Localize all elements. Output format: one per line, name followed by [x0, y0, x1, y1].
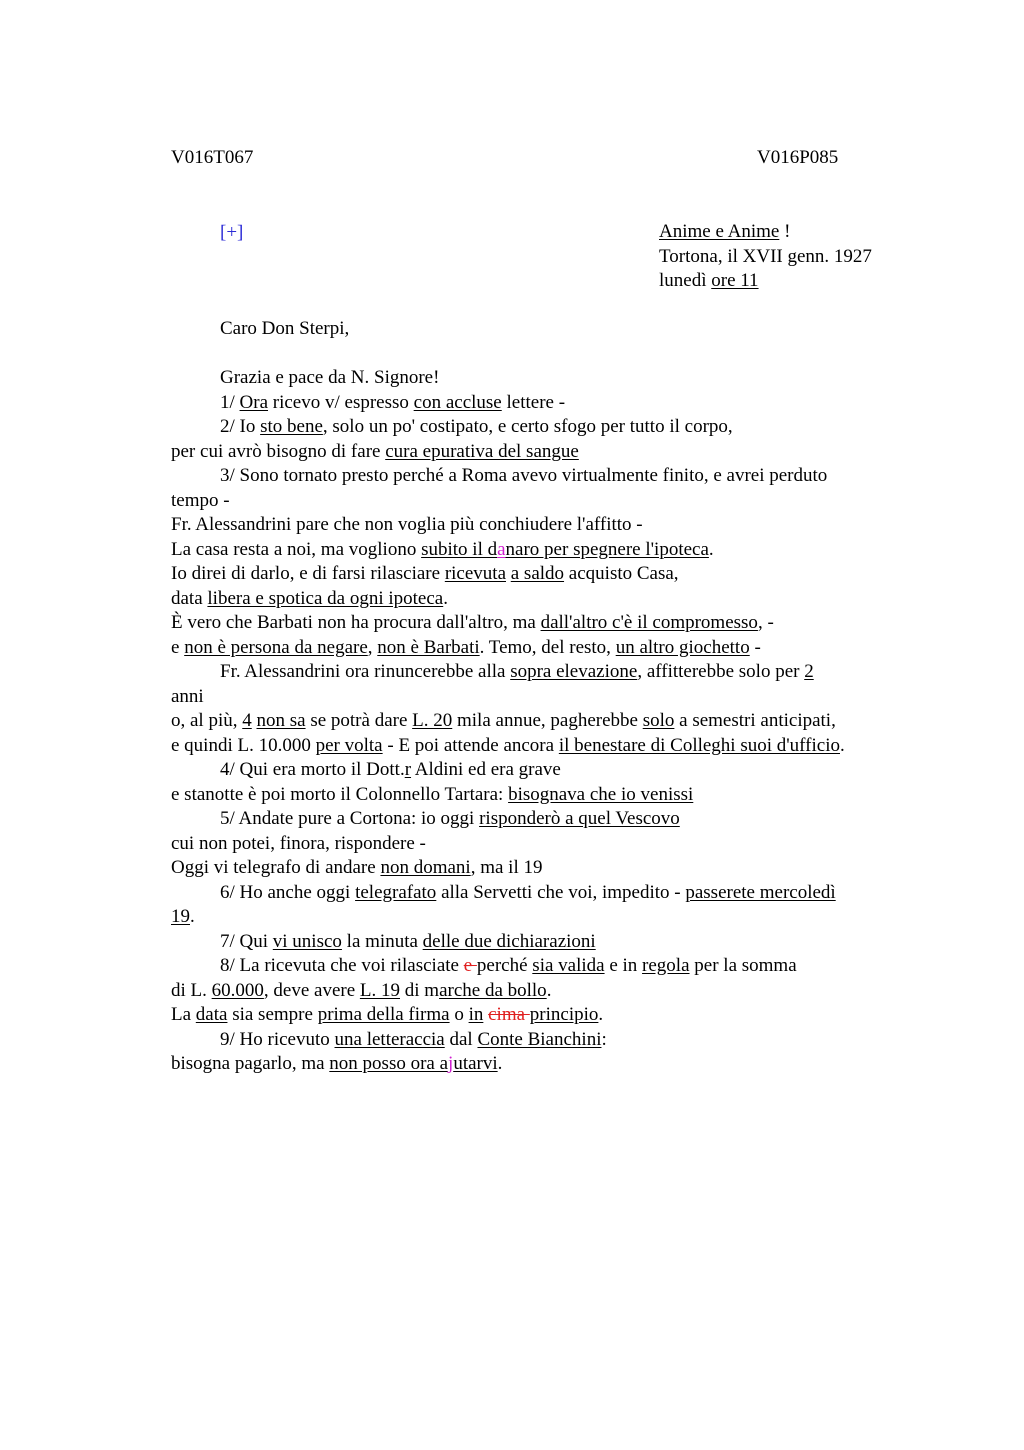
deleted-text: e: [463, 955, 477, 976]
underlined-text: 2: [804, 661, 814, 682]
underlined-text: non posso ora a: [329, 1053, 449, 1074]
text-run: ,: [367, 636, 378, 658]
text-run: la minuta: [341, 930, 423, 952]
text-run: mila annue, pagherebbe: [452, 710, 643, 731]
text-run: o, al più,: [171, 710, 243, 731]
text-run: , solo un po' costipato, e certo sfogo per tutto il corpo,: [322, 416, 733, 437]
underlined-text: sia valida: [532, 955, 605, 976]
text-run: 5/ Andate pure a Cortona: io oggi: [220, 808, 480, 829]
text-run: :: [601, 1028, 607, 1050]
text-run: 7/ Qui: [220, 930, 273, 952]
text-run: cui non potei, finora, rispondere -: [171, 832, 426, 854]
text-run: .: [598, 1004, 604, 1025]
underlined-text: Conte Bianchini: [477, 1028, 602, 1050]
text-run: .: [443, 587, 448, 609]
deleted-text: cima: [488, 1004, 530, 1025]
letter-line: [171, 856, 906, 881]
letter-line: [171, 832, 906, 857]
text-run: sia sempre: [227, 1004, 318, 1025]
letter-line: [171, 464, 906, 489]
place-date: Tortona, il XVII genn. 1927: [659, 245, 872, 267]
underlined-text: L. 19: [359, 979, 400, 1001]
text-run: ricevo v/ espresso: [268, 391, 414, 413]
text-run: e: [171, 636, 185, 658]
text-run: Aldini ed era grave: [411, 759, 561, 780]
letter-line: [171, 1028, 906, 1053]
letter-line: [171, 734, 906, 759]
underlined-text: libera e spotica da ogni ipoteca: [207, 587, 444, 609]
letter-line: [171, 587, 906, 612]
text-run: 9/ Ho ricevuto: [220, 1028, 335, 1050]
letter-line: [171, 905, 906, 930]
document-code-left: V016T067: [171, 147, 254, 168]
underlined-text: in: [468, 1004, 484, 1025]
text-run: perché: [476, 955, 533, 976]
letter-line: [171, 1052, 906, 1077]
text-run: È vero che Barbati non ha procura dall'altro, ma: [171, 612, 541, 633]
text-run: . Temo, del resto,: [479, 636, 616, 658]
underlined-text: ricevuta: [444, 563, 506, 584]
text-run: 8/ La ricevuta che voi rilasciate: [220, 955, 464, 976]
letter-title-text: Anime e Anime: [659, 221, 780, 242]
underlined-text: dall'altro c'è il compromesso: [540, 612, 758, 633]
time-label: ore 11: [711, 270, 759, 291]
text-run: data: [171, 587, 208, 609]
salutation: Caro Don Sterpi,: [220, 318, 350, 339]
text-run: anni: [171, 685, 204, 707]
text-run: -: [749, 636, 761, 658]
underlined-text: passerete mercoledì: [685, 881, 836, 903]
text-run: dal: [444, 1028, 478, 1050]
underlined-text: principio: [529, 1004, 599, 1025]
document-code-right: V016P085: [757, 147, 839, 168]
text-run: tempo -: [171, 489, 230, 511]
text-run: e stanotte è poi morto il Colonnello Tartara:: [171, 783, 509, 805]
text-run: Fr. Alessandrini ora rinuncerebbe alla: [220, 661, 511, 682]
underlined-text: bisognava che io venissi: [508, 783, 694, 805]
text-run: o: [449, 1004, 469, 1025]
underlined-text: arche da bollo: [439, 979, 547, 1001]
letter-line: [171, 366, 906, 391]
text-run: Io direi di darlo, e di farsi rilasciare: [171, 563, 445, 584]
underlined-text: Ora: [239, 391, 269, 413]
text-run: .: [497, 1053, 503, 1074]
text-run: e in: [604, 955, 643, 976]
letter-line: [171, 783, 906, 808]
text-run: , -: [757, 612, 774, 633]
text-run: Grazia e pace da N. Signore!: [220, 367, 440, 388]
letter-line: [171, 930, 906, 955]
underlined-text: sto bene: [260, 416, 323, 437]
expand-link[interactable]: [+]: [220, 222, 244, 243]
underlined-text: sopra elevazione: [510, 661, 638, 682]
underlined-text: non è Barbati: [377, 636, 480, 658]
underlined-text: data: [195, 1004, 228, 1025]
letter-line: [171, 685, 906, 710]
letter-line: [171, 758, 906, 783]
underlined-text: non è persona da negare: [184, 636, 368, 658]
text-run: - E poi attende ancora: [382, 734, 559, 756]
paragraph-gap: [171, 342, 906, 367]
underlined-text: non sa: [256, 710, 306, 731]
underlined-text: subito il d: [421, 538, 498, 560]
text-run: Oggi vi telegrafo di andare: [171, 857, 381, 878]
underlined-text: 4: [242, 710, 252, 731]
underlined-text: cura epurativa del sangue: [385, 440, 579, 462]
underlined-text: un altro giochetto: [615, 636, 750, 658]
text-run: di L.: [171, 979, 212, 1001]
text-run: .: [546, 979, 552, 1001]
letter-line: [171, 562, 906, 587]
text-run: alla Servetti che voi, impedito -: [436, 881, 686, 903]
letter-line: [171, 611, 906, 636]
text-run: per cui avrò bisogno di fare: [171, 440, 386, 462]
text-run: La: [171, 1004, 196, 1025]
text-run: se potrà dare: [305, 710, 413, 731]
text-run: , ma il 19: [470, 857, 543, 878]
letter-title-exclaim: !: [779, 221, 791, 242]
letter-line: [171, 489, 906, 514]
text-run: 6/ Ho anche oggi: [220, 881, 356, 903]
underlined-text: delle due dichiarazioni: [422, 930, 596, 952]
text-run: Fr. Alessandrini pare che non voglia più conchiudere l'affitto -: [171, 514, 643, 535]
letter-line: [171, 538, 906, 563]
text-run: .: [190, 906, 195, 927]
text-run: di m: [400, 979, 440, 1001]
underlined-text: il benestare di Colleghi suoi d'ufficio: [558, 734, 840, 756]
letter-line: [171, 440, 906, 465]
letter-body: [171, 317, 906, 1077]
underlined-text: solo: [642, 710, 675, 731]
correction-mark: a: [497, 538, 506, 560]
date-block: [659, 220, 872, 294]
underlined-text: L. 20: [412, 710, 453, 731]
underlined-text: risponderò a quel Vescovo: [479, 808, 680, 829]
underlined-text: per volta: [315, 734, 383, 756]
text-run: a semestri anticipati,: [674, 710, 836, 731]
letter-line: [171, 391, 906, 416]
text-run: 4/ Qui era morto il Dott.: [220, 759, 405, 780]
text-run: 3/ Sono tornato presto perché a Roma avevo virtualmente finito, e avrei perduto: [220, 465, 828, 486]
underlined-text: naro per spegnere l'ipoteca: [505, 538, 709, 560]
underlined-text: regola: [642, 955, 690, 976]
letter-line: [171, 513, 906, 538]
text-run: lettere -: [501, 391, 566, 413]
text-run: 1/: [220, 391, 240, 413]
letter-line: [171, 979, 906, 1004]
text-run: La casa resta a noi, ma vogliono: [171, 538, 422, 560]
text-run: .: [708, 538, 714, 560]
underlined-text: una letteraccia: [334, 1028, 445, 1050]
letter-title: [659, 220, 872, 245]
letter-line: [171, 636, 906, 661]
text-run: , affitterebbe solo per: [637, 661, 805, 682]
letter-line: [171, 1003, 906, 1028]
text-run: 2/ Io: [220, 416, 261, 437]
text-run: bisogna pagarlo, ma: [171, 1053, 330, 1074]
letter-line: [171, 709, 906, 734]
underlined-text: prima della firma: [317, 1004, 450, 1025]
letter-line: [171, 807, 906, 832]
letter-line: [171, 660, 906, 685]
correction-mark: j: [448, 1053, 454, 1074]
underlined-text: vi unisco: [272, 930, 342, 952]
text-run: acquisto Casa,: [564, 563, 679, 584]
underlined-text: non domani: [380, 857, 471, 878]
text-run: .: [840, 734, 845, 756]
letter-line: [171, 881, 906, 906]
underlined-text: 60.000: [211, 979, 264, 1001]
text-run: , deve avere: [263, 979, 360, 1001]
letter-line: [171, 415, 906, 440]
underlined-text: con accluse: [413, 391, 502, 413]
text-run: e quindi L. 10.000: [171, 734, 316, 756]
text-run: per la somma: [689, 955, 797, 976]
underlined-text: a saldo: [510, 563, 565, 584]
underlined-text: telegrafato: [355, 881, 437, 903]
day-time: [659, 269, 872, 294]
underlined-text: r: [404, 759, 412, 780]
underlined-text: utarvi: [453, 1053, 498, 1074]
underlined-text: 19: [171, 906, 190, 927]
letter-line: [171, 954, 906, 979]
day-label: lunedì: [659, 270, 712, 291]
